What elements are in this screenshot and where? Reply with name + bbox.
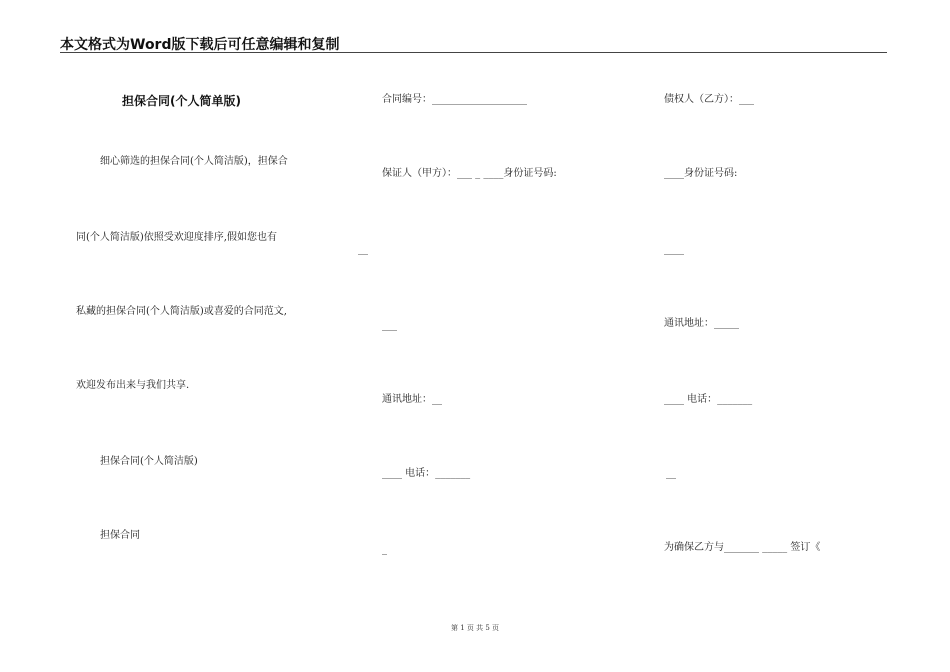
guarantor-address-field: 通讯地址：__ xyxy=(382,394,442,405)
creditor-field: 债权人（乙方）：___ xyxy=(664,94,754,105)
section-heading: 担保合同(个人简洁版) xyxy=(100,456,198,467)
creditor-address-field: 通讯地址：_____ xyxy=(664,318,739,329)
header-divider xyxy=(60,52,887,53)
paragraph-line-2: 同(个人简洁版)依照受欢迎度排序,假如您也有 xyxy=(76,232,277,243)
header-title: 本文格式为Word版下载后可任意编辑和复制 xyxy=(60,37,340,53)
paragraph-line-4: 欢迎发布出来与我们共享. xyxy=(76,380,190,391)
blank-line-1: __ xyxy=(358,244,368,255)
paragraph-line-1: 细心筛选的担保合同(个人简洁版)，担保合 xyxy=(100,156,288,167)
blank-line-5: __ xyxy=(666,468,676,479)
subsection-heading: 担保合同 xyxy=(100,530,140,541)
paragraph-line-3: 私藏的担保合同(个人简洁版)或喜爱的合同范文, xyxy=(76,306,287,317)
creditor-phone-field: ____ 电话：_______ xyxy=(664,394,753,405)
purpose-clause: 为确保乙方与_______ _____ 签订《 xyxy=(664,542,821,553)
guarantor-field: 保证人（甲方）：___ _ ____身份证号码: xyxy=(382,168,557,179)
blank-line-2: ___ xyxy=(382,320,397,331)
blank-line-4: ____ xyxy=(664,244,684,255)
creditor-id-field: ____身份证号码: xyxy=(664,168,738,179)
document-title: 担保合同(个人简单版) xyxy=(122,94,241,108)
contract-number-field: 合同编号：___________________ xyxy=(382,94,527,105)
blank-line-3: _ xyxy=(382,544,387,555)
guarantor-phone-field: ____ 电话：_______ xyxy=(382,468,471,479)
page-number: 第 1 页 共 5 页 xyxy=(450,624,500,632)
